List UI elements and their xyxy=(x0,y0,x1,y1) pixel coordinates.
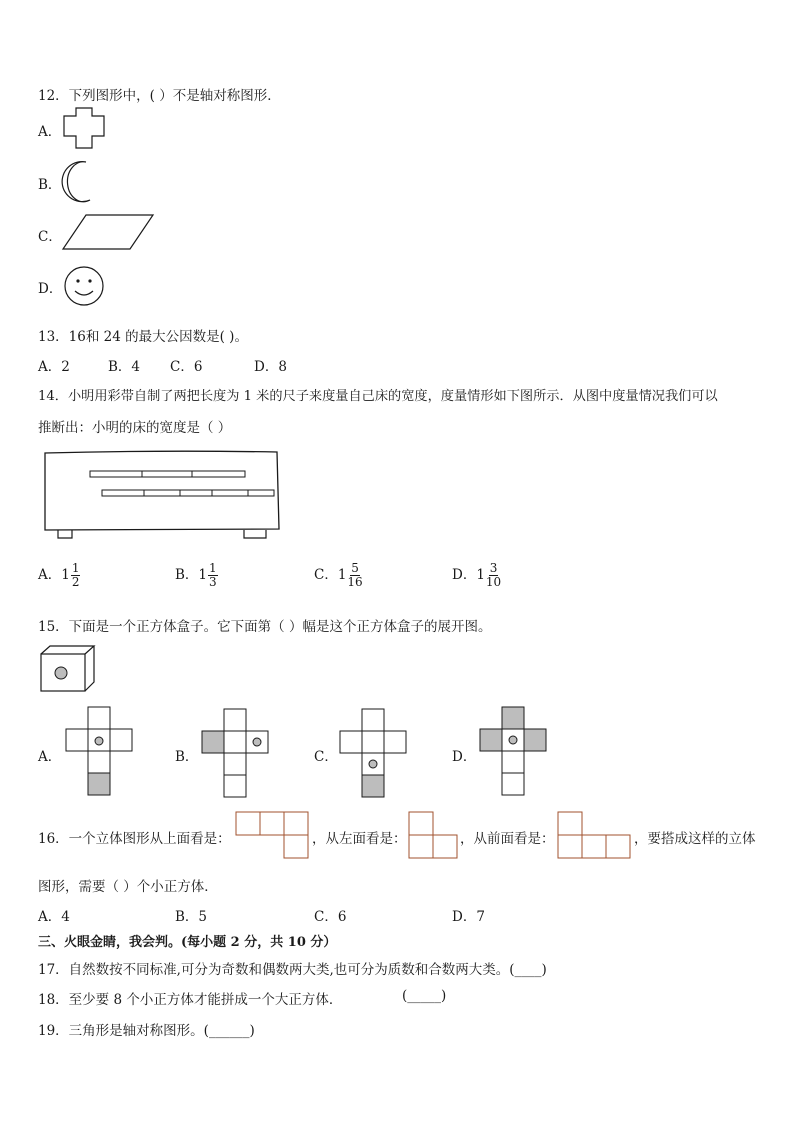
q13-option-a: A．2 xyxy=(38,359,70,375)
q15-cube-diagram xyxy=(40,645,96,693)
q12-crescent-shape xyxy=(60,160,96,204)
q13-option-b: B．4 xyxy=(108,359,141,375)
q12-option-a-label: A． xyxy=(38,124,62,140)
q16-option-a: A．4 xyxy=(38,909,70,925)
q15-option-c-label: C． xyxy=(314,749,338,765)
q12-option-b-label: B． xyxy=(38,177,62,193)
q16-option-c: C．6 xyxy=(314,909,347,925)
q13-stem: 13．16和 24 的最大公因数是( )。 xyxy=(38,329,248,345)
q16-option-b: B．5 xyxy=(175,909,208,925)
q15-net-d xyxy=(480,706,550,798)
q19-text: 19．三角形是轴对称图形。(______) xyxy=(38,1023,255,1039)
q16-option-d: D．7 xyxy=(452,909,485,925)
q14-option-a: A．1 $\frac{1}{2}$ xyxy=(38,561,80,589)
q16-part4: ，要搭成这样的立体 xyxy=(634,831,756,847)
q12-smiley-shape xyxy=(64,266,104,306)
q16-part3: ，从前面看是： xyxy=(460,831,555,847)
q16-top-view xyxy=(235,811,311,861)
q14-stem-line1: 14．小明用彩带自制了两把长度为 1 米的尺子来度量自己床的宽度，度量情形如下图所示．从图中度量情况我们可以 xyxy=(38,389,718,404)
q14-option-c: C．1 $\frac{5}{16}$ xyxy=(314,561,363,589)
q14-bed-ruler-diagram xyxy=(44,450,284,540)
q17-text: 17．自然数按不同标准,可分为奇数和偶数两大类,也可分为质数和合数两大类。(____) xyxy=(38,962,547,978)
q13-option-d: D．8 xyxy=(254,359,287,375)
q15-option-d-label: D． xyxy=(452,749,477,765)
q15-net-a xyxy=(66,706,136,798)
q16-front-view xyxy=(557,811,633,861)
q12-option-d-label: D． xyxy=(38,281,63,297)
q14-stem-line2: 推断出：小明的床的宽度是（ ） xyxy=(38,420,232,436)
q12-option-c-label: C． xyxy=(38,229,62,245)
q14-option-b: B．1 $\frac{1}{3}$ xyxy=(175,561,217,589)
q16-part2: ，从左面看是： xyxy=(312,831,407,847)
q12-cross-shape xyxy=(64,108,104,148)
q14-option-d: D．1 $\frac{3}{10}$ xyxy=(452,561,502,589)
q15-option-b-label: B． xyxy=(175,749,199,765)
q18-text: 18．至少要 8 个小正方体才能拼成一个大正方体． xyxy=(38,992,343,1008)
q16-part1: 16．一个立体图形从上面看是： xyxy=(38,831,231,847)
q15-net-b xyxy=(202,708,272,800)
section-3-heading: 三、火眼金睛，我会判。(每小题 2 分，共 10 分） xyxy=(38,935,337,950)
q15-option-a-label: A． xyxy=(38,749,62,765)
q13-option-c: C．6 xyxy=(170,359,203,375)
q16-line2: 图形，需要（ ）个小正方体． xyxy=(38,879,218,895)
q16-left-view xyxy=(408,811,460,861)
q12-parallelogram-shape xyxy=(62,214,156,250)
q15-net-c xyxy=(340,708,410,800)
q18-blank: (_____) xyxy=(402,988,447,1004)
q15-stem: 15．下面是一个正方体盒子。它下面第（ ）幅是这个正方体盒子的展开图。 xyxy=(38,619,492,635)
q12-stem: 12．下列图形中，( ）不是轴对称图形． xyxy=(38,88,281,104)
